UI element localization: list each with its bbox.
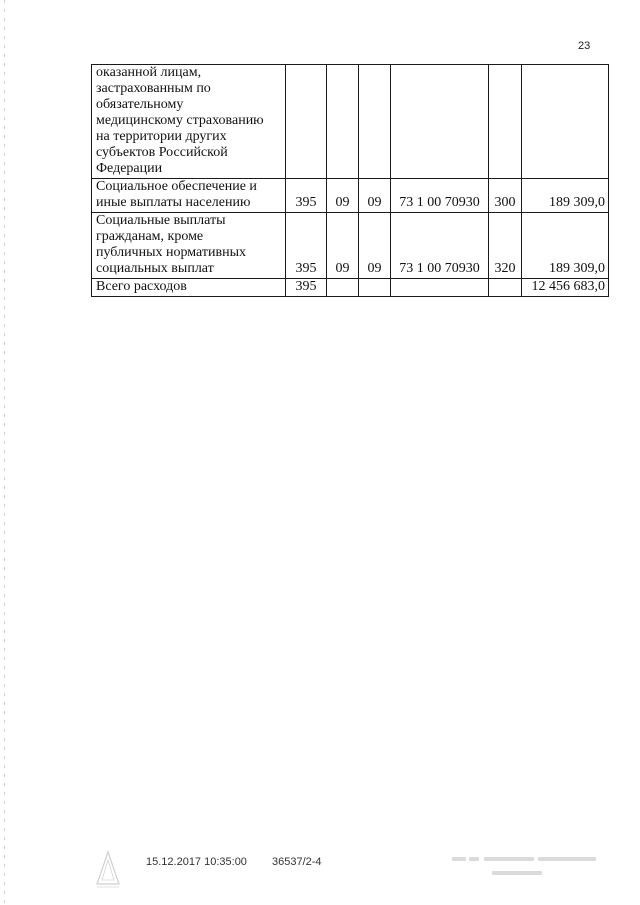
ved-code: 395 bbox=[286, 279, 327, 297]
target-article-code: 73 1 00 70930 bbox=[391, 179, 489, 213]
row-name: Всего расходов bbox=[92, 279, 286, 297]
amount: 12 456 683,0 bbox=[522, 279, 609, 297]
amount: 189 309,0 bbox=[522, 213, 609, 279]
emblem-stamp-icon bbox=[93, 850, 123, 890]
subsection-code bbox=[359, 65, 391, 179]
watermark-icon bbox=[450, 853, 600, 883]
amount: 189 309,0 bbox=[522, 179, 609, 213]
target-article-code bbox=[391, 279, 489, 297]
table-row bbox=[92, 279, 609, 297]
section-code bbox=[327, 65, 359, 179]
page-number: 23 bbox=[578, 40, 591, 52]
section-code: 09 bbox=[327, 179, 359, 213]
scan-edge-mark bbox=[4, 0, 5, 905]
table-row bbox=[92, 179, 609, 213]
row-name: Социальное обеспечение и иные выплаты населению bbox=[92, 179, 286, 213]
row-name: Социальные выплаты гражданам, кроме публичных нормативных социальных выплат bbox=[92, 213, 286, 279]
footer-datetime: 15.12.2017 10:35:00 bbox=[146, 856, 247, 868]
subsection-code bbox=[359, 279, 391, 297]
expense-type-code bbox=[489, 279, 522, 297]
expense-type-code: 320 bbox=[489, 213, 522, 279]
table-row bbox=[92, 213, 609, 279]
section-code bbox=[327, 279, 359, 297]
amount bbox=[522, 65, 609, 179]
ved-code: 395 bbox=[286, 213, 327, 279]
budget-expenditure-table bbox=[91, 64, 609, 297]
footer-doc-number: 36537/2-4 bbox=[272, 856, 322, 868]
section-code: 09 bbox=[327, 213, 359, 279]
expense-type-code bbox=[489, 65, 522, 179]
subsection-code: 09 bbox=[359, 213, 391, 279]
target-article-code: 73 1 00 70930 bbox=[391, 213, 489, 279]
table-row bbox=[92, 65, 609, 179]
ved-code: 395 bbox=[286, 179, 327, 213]
target-article-code bbox=[391, 65, 489, 179]
row-name: оказанной лицам, застрахованным по обязательному медицинскому страхованию на территории других субъектов Российской Федерации bbox=[92, 65, 286, 179]
ved-code bbox=[286, 65, 327, 179]
expense-type-code: 300 bbox=[489, 179, 522, 213]
subsection-code: 09 bbox=[359, 179, 391, 213]
